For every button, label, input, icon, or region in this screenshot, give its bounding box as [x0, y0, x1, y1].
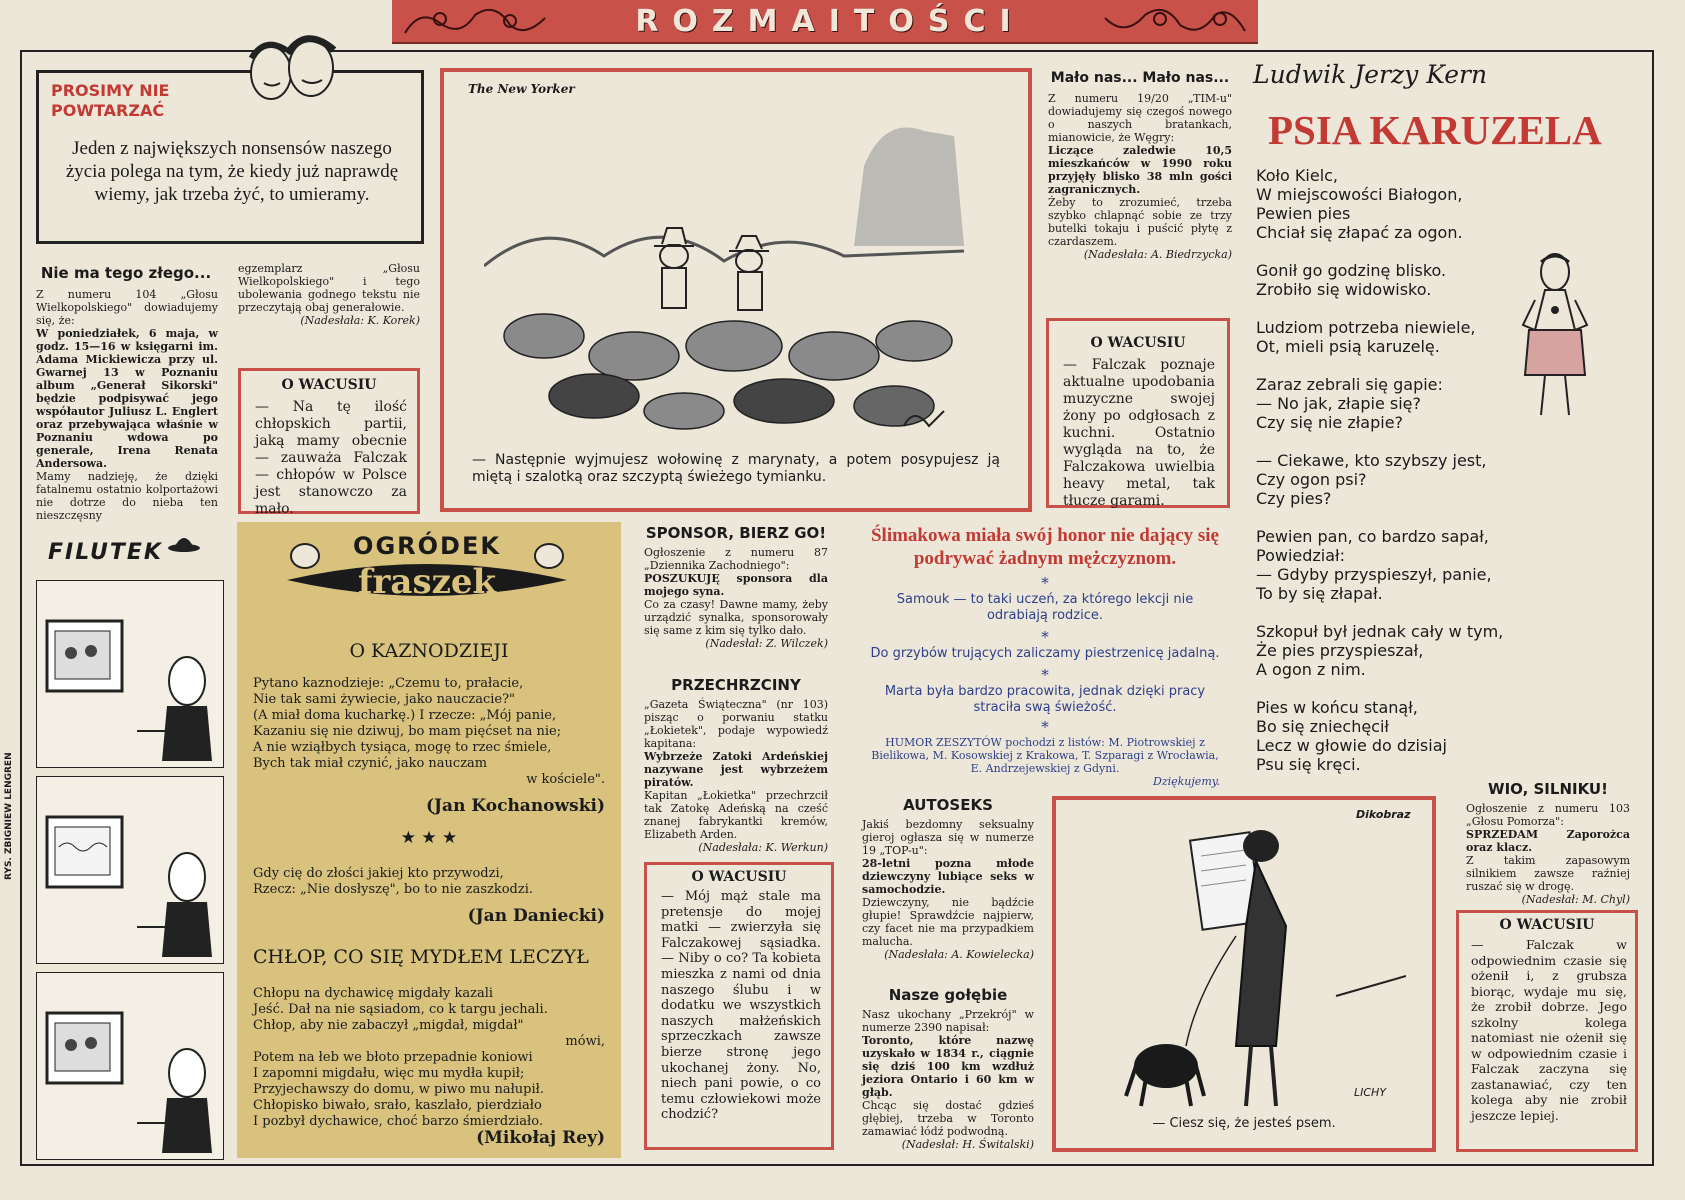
przechrzciny-title: PRZECHRZCINY — [671, 676, 801, 694]
filutek-hat-icon — [164, 526, 204, 556]
autoseks-title: AUTOSEKS — [903, 796, 993, 814]
przechrzciny-bold: Wybrzeże Zatoki Ardeńskiej nazywane jest wybrzeżem piratów. — [644, 750, 828, 789]
sponsor-column — [644, 524, 828, 650]
woman-illustration — [1515, 250, 1595, 425]
wacusiu-box-1 — [238, 368, 420, 517]
malo-intro: Z numeru 19/20 „TIM-u" dowiadujemy się czegoś nowego o naszych bratankach, mianowicie, że Węgry: — [1048, 92, 1232, 144]
ogrodek-logo-word-1: OGRÓDEK — [353, 532, 501, 560]
malo-credit: (Nadesłała: A. Biedrzycka) — [1083, 248, 1232, 261]
humor-credits: HUMOR ZESZYTÓW pochodzi z listów: M. Piotrowskiej z Bielikowa, M. Kosowskiej z Krakowa, T. Szparagi z Wrocławia, E. Andrzejewskiej z Gdyni. — [871, 736, 1219, 775]
ogrodek-logo-word-2: fraszek — [357, 562, 497, 602]
dikobraz-signature: LICHY — [1354, 1086, 1387, 1099]
humor-star: * — [1041, 574, 1049, 592]
banner-right-ornament — [1100, 3, 1250, 39]
sponsor-credit: (Nadesłał: Z. Wilczek) — [705, 637, 828, 650]
humor-line-1: Samouk — to taki uczeń, za którego lekcji nie odrabiają rodzice. — [896, 592, 1194, 623]
fraszka-3-text-cont: Potem na łeb we błoto przepadnie koniowi I zapomni migdału, więc mu mydła kupił; Przyjechawszy do domu, w piwo mu nałupił. Chłopisko biwało, srało, kaszlało, pierdziało I pozbył dychawice, choć barzo śmierdziało. — [253, 1050, 544, 1129]
kern-stanza: Zaraz zebrali się gapie: — No jak, złapie się? Czy się nie złapie? — [1256, 375, 1443, 432]
prosimy-text: Jeden z największych nonsensów naszego życia polega na tym, że kiedy już naprawdę wiemy, jak trzeba żyć, to umieramy. — [65, 138, 399, 205]
wacusiu-4-text: — Falczak w odpowiednim czasie się ożenił i, z grubsza biorąc, wydaje mu się, że zrobił dobrze. Jego szkolny kolega natomiast nie ożenił się w odpowiednim czasie i Falczak zaczyna się zastanawiać, czy ten kolega aby nie zrobił jeszcze lepiej. — [1471, 937, 1627, 1123]
new-yorker-source: The New Yorker — [468, 82, 575, 96]
autoseks-credit: (Nadesłała: A. Kowielecka) — [884, 948, 1034, 961]
wacusiu-3-title: O WACUSIU — [691, 869, 787, 885]
wacusiu-1-title: O WACUSIU — [281, 377, 377, 393]
filutek-side-credit: RYS. ZBIGNIEW LENGREN — [4, 752, 14, 880]
wio-bold: SPRZEDAM Zaporożca oraz klacz. — [1466, 828, 1630, 854]
nie-ma-col2-text: egzemplarz „Głosu Wielkopolskiego" i tego ubolewania godnego tekstu nie przeczytają obaj generałowie. — [238, 262, 420, 314]
golebie-intro: Nasz ukochany „Przekrój" w numerze 2390 napisał: — [862, 1008, 1034, 1034]
kern-stanza: Gonił go godzinę blisko. Zrobiło się widowisko. — [1256, 261, 1447, 299]
humor-column — [870, 524, 1220, 788]
wio-credit: (Nadesłał: M. Chyl) — [1521, 893, 1630, 906]
fraszka-1-end: w kościele". — [526, 772, 605, 787]
malo-title: Mało nas... Mało nas... — [1050, 70, 1230, 86]
autoseks-bold: 28-letni pozna młode dziewczyny lubiące seks w samochodzie. — [862, 857, 1034, 896]
wacusiu-1-text: — Na tę ilość chłopskich partii, jaką mamy obecnie — zauważa Falczak — chłopów w Polsce jest stanowczo za mało. — [255, 399, 407, 517]
malo-column — [1048, 70, 1232, 261]
sponsor-bold: POSZUKUJĘ sponsora dla mojego syna. — [644, 572, 828, 598]
wio-rest: Z takim zapasowym silnikiem zawsze raźniej ruszać się w drogę. — [1466, 854, 1630, 893]
ogrodek-fraszek-panel — [237, 522, 621, 1158]
sponsor-intro: Ogłoszenie z numeru 87 „Dziennika Zachodniego": — [644, 546, 828, 572]
przechrzciny-credit: (Nadesłała: K. Werkun) — [698, 841, 828, 854]
nie-ma-col2 — [238, 262, 420, 327]
autoseks-rest: Dziewczyny, nie bądźcie głupie! Sprawdźcie najpierw, czy facet nie ma przypadkiem malucha. — [862, 896, 1034, 948]
humor-thanks: Dziękujemy. — [1153, 775, 1220, 788]
nie-ma-credit: (Nadesłała: K. Korek) — [300, 314, 420, 327]
fraszka-stars: ★ ★ ★ — [400, 828, 458, 848]
humor-star: * — [1041, 666, 1049, 684]
header-title: ROZMAITOŚCI — [635, 4, 1025, 39]
filutek-panel-1 — [36, 580, 224, 768]
przechrzciny-column — [644, 676, 828, 854]
wio-column — [1466, 780, 1630, 906]
wio-intro: Ogłoszenie z numeru 103 „Głosu Pomorza": — [1466, 802, 1630, 828]
filutek-panel-2 — [36, 776, 224, 964]
wacusiu-2-text: — Falczak poznaje aktualne upodobania muzyczne swojej żony po odgłosach z kuchni. Ostatnio wygląda na to, że Falczakowa uwielbia heavy metal, tak tłucze garami. — [1063, 357, 1215, 509]
fraszka-1-author: (Jan Kochanowski) — [425, 796, 605, 816]
two-men-illustration — [236, 28, 346, 108]
new-yorker-caption: — Następnie wyjmujesz wołowinę z marynaty, a potem posypujesz ją miętą i szalotką oraz szczyptą świeżego tymianku. — [472, 452, 1000, 485]
nie-ma-intro: Z numeru 104 „Głosu Wielkopolskiego" dowiadujemy się, że: — [36, 288, 218, 327]
malo-rest: Żeby to zrozumieć, trzeba szybko chlapnąć sobie ze trzy butelki tokaju i puścić płytę z czardaszem. — [1048, 196, 1232, 248]
nie-ma-col1 — [36, 288, 218, 522]
kern-stanza: Pewien pan, co bardzo sapał, Powiedział: — Gdyby przyspieszył, panie, To by się złapał. — [1256, 527, 1492, 603]
humor-star: * — [1041, 718, 1049, 736]
kern-author: Ludwik Jerzy Kern — [1253, 60, 1488, 89]
malo-bold: Liczące zaledwie 10,5 mieszkańców w 1990 roku przyjęły blisko 38 mln gości zagranicznych. — [1048, 144, 1232, 196]
nie-ma-rest: Mamy nadzieję, że dzięki fatalnemu ostatnio kolportażowi nie dotrze do nieba ten nieszczęsny — [36, 470, 218, 522]
kern-poem — [1256, 166, 1556, 774]
wacusiu-box-4 — [1456, 910, 1638, 1152]
banner-left-ornament — [400, 3, 550, 39]
autoseks-column — [862, 796, 1034, 961]
man-with-dog-illustration — [1086, 816, 1406, 1116]
fraszka-3-text: Chłopu na dychawicę migdały kazali Jeść. Dał na nie sąsiadom, co k targu jechali. Chłop, aby nie zabaczył „migdał, migdał" — [253, 986, 548, 1033]
humor-line-3: Marta była bardzo pracowita, jednak dzięki pracy straciła swą świeżość. — [884, 684, 1206, 715]
fraszka-3-title: CHŁOP, CO SIĘ MYDŁEM LECZYŁ — [253, 946, 589, 968]
filutek-title: FILUTEK — [48, 540, 163, 565]
wio-title: WIO, SILNIKU! — [1488, 780, 1608, 798]
golebie-credit: (Nadesłał: H. Świtalski) — [901, 1138, 1034, 1151]
golebie-column — [862, 986, 1034, 1151]
humor-headline: Ślimakowa miała swój honor nie dający się podrywać żadnym mężczyznom. — [870, 525, 1219, 569]
fraszka-1-title: O KAZNODZIEJI — [349, 640, 509, 662]
sponsor-title: SPONSOR, BIERZ GO! — [645, 524, 827, 542]
fraszka-2-author: (Jan Daniecki) — [467, 906, 605, 926]
golebie-bold: Toronto, które nazwę uzyskało w 1834 r., ciągnie się dziś 100 km wzdłuż jeziora Ontario i 60 km w głąb. — [862, 1034, 1034, 1099]
przechrzciny-rest: Kapitan „Łokietka" przechrzcił tak Zatokę Adeńską na cześć znanej fabrykantki kremów, Elizabeth Arden. — [644, 789, 828, 841]
humor-line-2: Do grzybów trujących zaliczamy piestrzenicę jadalną. — [870, 646, 1220, 661]
fraszka-2-text: Gdy cię do złości jakiej kto przywodzi, Rzecz: „Nie dosłyszę", bo to nie zaszkodzi. — [253, 866, 534, 897]
dikobraz-caption: — Ciesz się, że jesteś psem. — [1152, 1116, 1336, 1131]
dikobraz-source: Dikobraz — [1356, 808, 1411, 821]
wacusiu-4-title: O WACUSIU — [1499, 917, 1595, 933]
dikobraz-cartoon-box — [1052, 796, 1436, 1152]
fraszka-3-author: (Mikołaj Rey) — [476, 1128, 605, 1148]
przechrzciny-intro: „Gazeta Świąteczna" (nr 103) pisząc o porwaniu statku „Łokietek", podaje wypowiedź kapitana: — [644, 698, 828, 750]
wacusiu-2-title: O WACUSIU — [1090, 335, 1186, 351]
nie-ma-bold: W poniedziałek, 6 maja, w godz. 15—16 w księgarni im. Adama Mickiewicza przy ul. Gwarnej 13 w Poznaniu album „Generał Sikorski" będzie podpisywać jego współautor Juliusz L. Englert oraz przebywająca właśnie w Poznaniu wdowa po generale, Irena Renata Andersowa. — [36, 327, 218, 470]
kern-stanza: Szkopuł był jednak cały w tym, Że pies przyspieszał, A ogon z nim. — [1256, 622, 1504, 679]
kern-stanza: — Ciekawe, kto szybszy jest, Czy ogon psi? Czy pies? — [1256, 451, 1487, 508]
kern-stanza: Ludziom potrzeba niewiele, Ot, mieli psią karuzelę. — [1256, 318, 1476, 356]
wacusiu-box-3 — [644, 862, 834, 1150]
filutek-panel-3 — [36, 972, 224, 1160]
fraszka-1-text: Pytano kaznodzieje: „Czemu to, prałacie, Nie tak sami żywiecie, jako nauczacie?" (A miał doma kucharkę.) I rzecze: „Mój panie, Kazaniu się nie dziwuj, bo mam pięćset na nie; A nie wziąłbych tysiąca, mogę to rzec śmiele, Bych tak miał czynić, jako nauczam — [253, 676, 562, 771]
kern-stanza: Koło Kielc, W miejscowości Białogon, Pewien pies Chciał się złapać za ogon. — [1256, 166, 1463, 242]
nie-ma-title: Nie ma tego złego... — [40, 264, 212, 282]
wacusiu-box-2 — [1046, 318, 1230, 508]
prosimy-title: PROSIMY NIE POWTARZAĆ — [51, 81, 170, 120]
golebie-title: Nasze gołębie — [888, 986, 1008, 1004]
prosimy-box — [36, 70, 424, 244]
golebie-rest: Chcąc się dostać gdzieś głębiej, trzeba w Toronto zamawiać łódź podwodną. — [862, 1099, 1034, 1138]
new-yorker-cartoon-box — [440, 68, 1032, 512]
kern-stanza: Pies w końcu stanął, Bo się zniechęcił Lecz w głowie do dzisiaj Psu się kręci. — [1256, 698, 1447, 774]
kern-title: PSIA KARUZELA — [1268, 107, 1602, 153]
autoseks-intro: Jakiś bezdomny seksualny gieroj ogłasza się w numerze 19 „TOP-u": — [862, 818, 1034, 857]
fraszka-3-word: mówi, — [565, 1034, 605, 1049]
sponsor-rest: Co za czasy! Dawne mamy, żeby urządzić synalka, sponsorowały się same z kim się tylko dało. — [644, 598, 828, 637]
humor-star: * — [1041, 628, 1049, 646]
cattle-drive-illustration — [484, 96, 984, 446]
wacusiu-3-text: — Mój mąż stale ma pretensje do mojej matki — zwierzyła się Falczakowej sąsiadka. — Niby o co? Ta kobieta mieszka z nami od dnia naszego ślubu i w dodatku we wszystkich naszych małżeńskich sprzeczkach zawsze bierze stronę jego ukochanej żony. No, niech pani powie, o co temu człowiekowi może chodzić? — [661, 889, 821, 1123]
